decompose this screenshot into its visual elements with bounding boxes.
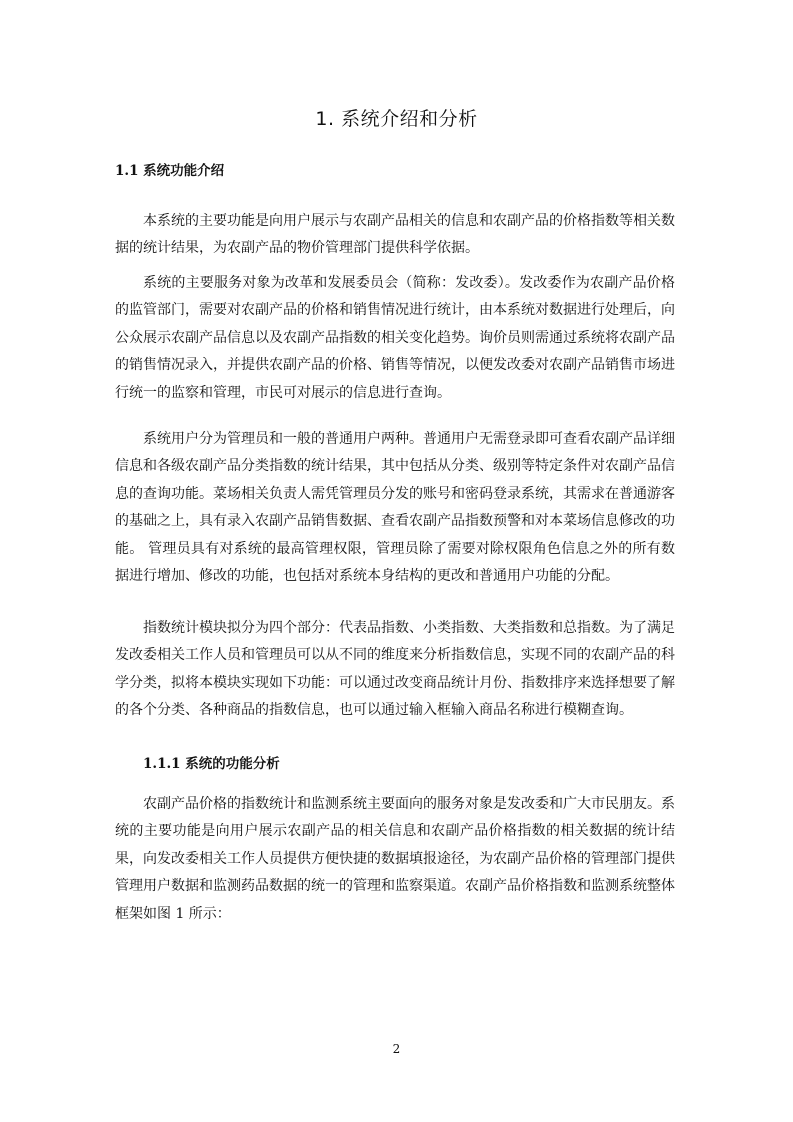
section-title: 1.1 系统功能介绍 bbox=[115, 163, 225, 179]
subsection-title: 1.1.1 系统的功能分析 bbox=[143, 756, 280, 772]
paragraph: 系统用户分为管理员和一般的普通用户两种。普通用户无需登录即可查看农副产品详细信息和各级农副产品分类指数的统计结果，其中包括从分类、级别等特定条件对农副产品信息的查询功能。菜场相关负责人需凭管理员分发的账号和密码登录系统，其需求在普通游客的基础之上，具有录入农副产品销售数据、查看农副产品指数预警和对本菜场信息修改的功能。 管理员具有对系统的最高管理权限，管理员除了需要对除权限角色信息之外的所有数据进行增加、修改的功能，也包括对系统本身结构的更改和普通用户功能的分配。 bbox=[115, 431, 675, 585]
paragraph: 本系统的主要功能是向用户展示与农副产品相关的信息和农副产品的价格指数等相关数据的统计结果，为农副产品的物价管理部门提供科学依据。 bbox=[115, 213, 675, 257]
page-number: 2 bbox=[392, 1042, 401, 1056]
chapter-title: 1. 系统介绍和分析 bbox=[315, 108, 478, 130]
paragraph: 系统的主要服务对象为改革和发展委员会（简称：发改委）。发改委作为农副产品价格的监管部门，需要对农副产品的价格和销售情况进行统计，由本系统对数据进行处理后，向公众展示农副产品信息以及农副产品指数的相关变化趋势。询价员则需通过系统将农副产品的销售情况录入，并提供农副产品的价格、销售等情况，以便发改委对农副产品销售市场进行统一的监察和管理，市民可对展示的信息进行查询。 bbox=[115, 275, 675, 401]
paragraph: 指数统计模块拟分为四个部分：代表品指数、小类指数、大类指数和总指数。为了满足发改委相关工作人员和管理员可以从不同的维度来分析指数信息，实现不同的农副产品的科学分类，拟将本模块实现如下功能：可以通过改变商品统计月份、指数排序来选择想要了解的各个分类、各种商品的指数信息，也可以通过输入框输入商品名称进行模糊查询。 bbox=[115, 620, 675, 719]
paragraph: 农副产品价格的指数统计和监测系统主要面向的服务对象是发改委和广大市民朋友。系统的主要功能是向用户展示农副产品的相关信息和农副产品价格指数的相关数据的统计结果，向发改委相关工作人员提供方便快捷的数据填报途径，为农副产品价格的管理部门提供管理用户数据和监测药品数据的统一的管理和监察渠道。农副产品价格指数和监测系统整体框架如图 1 所示： bbox=[115, 796, 675, 922]
